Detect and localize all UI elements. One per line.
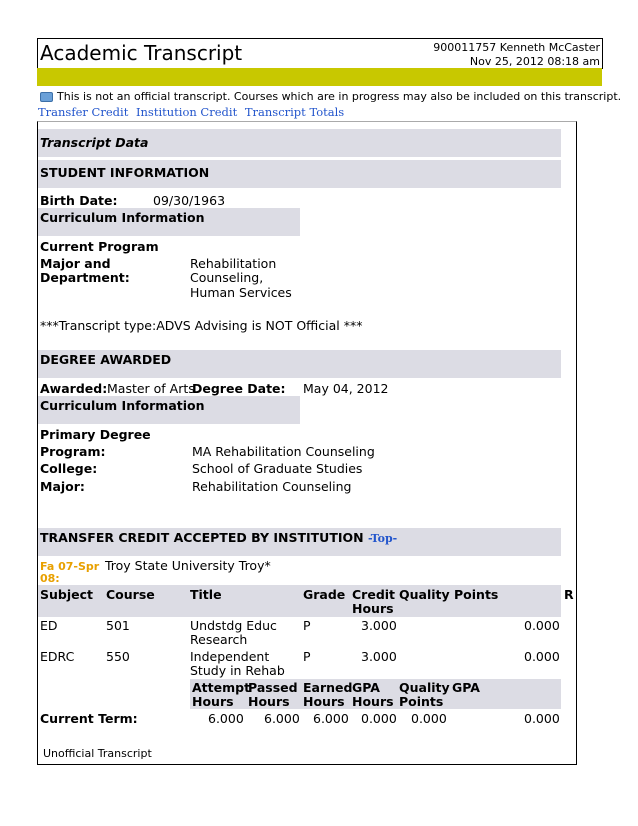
current-term-earned: 6.000 xyxy=(313,711,349,726)
table-row-1-points: 0.000 xyxy=(524,618,560,633)
totals-passed-2: Hours xyxy=(248,694,290,709)
table-row-2-points: 0.000 xyxy=(524,649,560,664)
table-row-2-grade: P xyxy=(303,649,311,664)
table-row-2-title-2: Study in Rehab xyxy=(190,663,285,678)
current-term-passed: 6.000 xyxy=(264,711,300,726)
header-color-bar xyxy=(37,68,602,86)
birth-date-label: Birth Date: xyxy=(40,193,118,208)
totals-earned-1: Earned xyxy=(303,680,353,695)
totals-quality-1: Quality xyxy=(399,680,450,695)
col-quality-points: Quality Points xyxy=(399,587,499,602)
totals-attempt-2: Hours xyxy=(192,694,234,709)
transcript-data-title: Transcript Data xyxy=(40,135,149,150)
current-term-gpa: 0.000 xyxy=(524,711,560,726)
table-row-2-title-1: Independent xyxy=(190,649,270,664)
curriculum-heading-2: Curriculum Information xyxy=(40,398,205,413)
major-dept-value-1: Rehabilitation xyxy=(190,256,277,271)
student-id-name: 900011757 Kenneth McCaster xyxy=(433,41,600,54)
current-term-quality-points: 0.000 xyxy=(411,711,447,726)
totals-earned-2: Hours xyxy=(303,694,345,709)
table-row-1-grade: P xyxy=(303,618,311,633)
table-row-1-course: 501 xyxy=(106,618,130,633)
table-row-1-subject: ED xyxy=(40,618,58,633)
major-dept-value-3: Human Services xyxy=(190,285,292,300)
college-label: College: xyxy=(40,461,98,476)
program-label: Program: xyxy=(40,444,106,459)
table-row-2-credit: 3.000 xyxy=(361,649,397,664)
col-grade: Grade xyxy=(303,587,346,602)
program-value: MA Rehabilitation Counseling xyxy=(192,444,375,459)
page-title: Academic Transcript xyxy=(40,41,243,65)
table-row-1-credit: 3.000 xyxy=(361,618,397,633)
top-link[interactable]: -Top- xyxy=(367,532,398,545)
totals-gpa-hours-1: GPA xyxy=(352,680,380,695)
col-subject: Subject xyxy=(40,587,93,602)
current-term-attempt: 6.000 xyxy=(208,711,244,726)
term-label-2: 08: xyxy=(40,572,60,585)
totals-attempt-1: Attempt xyxy=(192,680,251,695)
col-title: Title xyxy=(190,587,222,602)
header-user-info xyxy=(433,41,600,69)
link-transcript-totals[interactable]: Transcript Totals xyxy=(244,105,345,119)
major-dept-label-2: Department: xyxy=(40,270,130,285)
current-program-label: Current Program xyxy=(40,239,159,254)
totals-quality-2: Points xyxy=(399,694,444,709)
link-transfer-credit[interactable]: Transfer Credit xyxy=(38,105,129,119)
section-links xyxy=(38,105,348,119)
institution-name: Troy State University Troy* xyxy=(105,558,271,573)
student-info-heading: STUDENT INFORMATION xyxy=(40,165,210,180)
header-datetime: Nov 25, 2012 08:18 am xyxy=(469,55,600,68)
table-row-2-course: 550 xyxy=(106,649,130,664)
term-label-1: Fa 07-Spr xyxy=(40,560,100,573)
col-course: Course xyxy=(106,587,155,602)
totals-gpa-hours-2: Hours xyxy=(352,694,394,709)
transfer-heading xyxy=(40,530,397,545)
current-term-gpa-hours: 0.000 xyxy=(361,711,397,726)
degree-date-label: Degree Date: xyxy=(192,381,286,396)
degree-date-value: May 04, 2012 xyxy=(303,381,389,396)
table-row-1-title-1: Undstdg Educ xyxy=(190,618,277,633)
totals-passed-1: Passed xyxy=(248,680,298,695)
transcript-type: ***Transcript type:ADVS Advising is NOT Official *** xyxy=(40,318,363,333)
footer-text: Unofficial Transcript xyxy=(43,747,152,760)
major-value: Rehabilitation Counseling xyxy=(192,479,352,494)
col-credit-2: Hours xyxy=(352,601,394,616)
degree-heading: DEGREE AWARDED xyxy=(40,352,172,367)
awarded-value: Master of Arts xyxy=(107,381,195,396)
table-row-2-subject: EDRC xyxy=(40,649,75,664)
link-institution-credit[interactable]: Institution Credit xyxy=(135,105,238,119)
notice-text: This is not an official transcript. Courses which are in progress may also be included on this transcript. xyxy=(57,90,622,103)
notice-line xyxy=(40,90,621,103)
table-row-1-title-2: Research xyxy=(190,632,248,647)
totals-gpa: GPA xyxy=(452,680,480,695)
primary-degree-label: Primary Degree xyxy=(40,427,151,442)
curriculum-heading: Curriculum Information xyxy=(40,210,205,225)
col-credit-1: Credit xyxy=(352,587,396,602)
info-icon xyxy=(40,92,53,102)
birth-date-value: 09/30/1963 xyxy=(153,193,226,208)
major-dept-label-1: Major and xyxy=(40,256,111,271)
col-r: R xyxy=(564,587,574,602)
transfer-heading-text: TRANSFER CREDIT ACCEPTED BY INSTITUTION xyxy=(40,530,364,545)
awarded-label: Awarded: xyxy=(40,381,108,396)
current-term-label: Current Term: xyxy=(40,711,138,726)
major-label: Major: xyxy=(40,479,85,494)
major-dept-value-2: Counseling, xyxy=(190,270,264,285)
college-value: School of Graduate Studies xyxy=(192,461,363,476)
